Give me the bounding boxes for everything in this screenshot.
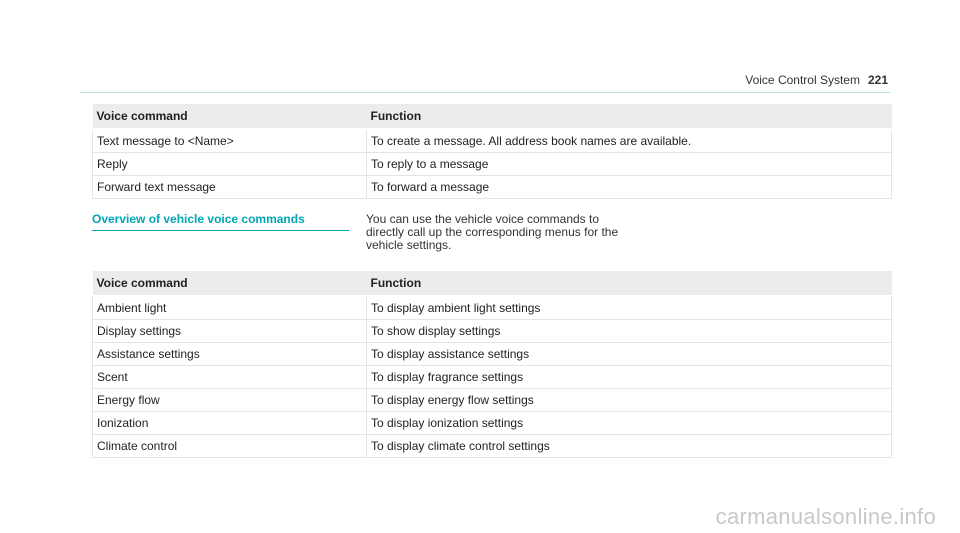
function-cell: To display assistance settings <box>367 343 892 366</box>
function-cell: To forward a message <box>367 176 892 199</box>
messaging-commands-table <box>92 104 892 199</box>
header-rule <box>80 92 890 93</box>
function-cell: To display fragrance settings <box>367 366 892 389</box>
table-row <box>93 389 892 412</box>
running-head <box>745 73 888 87</box>
column-header-function: Function <box>367 104 892 129</box>
table-row <box>93 129 892 153</box>
voice-command-cell: Scent <box>93 366 367 389</box>
function-cell: To display ambient light settings <box>367 296 892 320</box>
table-row <box>93 412 892 435</box>
column-header-voice-command: Voice command <box>93 104 367 129</box>
vehicle-commands-table <box>92 271 892 458</box>
section-name: Voice Control System <box>745 73 860 87</box>
function-cell: To reply to a message <box>367 153 892 176</box>
function-cell: To display energy flow settings <box>367 389 892 412</box>
voice-command-cell: Climate control <box>93 435 367 458</box>
voice-command-cell: Ionization <box>93 412 367 435</box>
table-row <box>93 435 892 458</box>
function-cell: To display ionization settings <box>367 412 892 435</box>
table-header-row <box>93 271 892 296</box>
voice-command-cell: Assistance settings <box>93 343 367 366</box>
voice-command-cell: Text message to <Name> <box>93 129 367 153</box>
function-cell: To create a message. All address book names are available. <box>367 129 892 153</box>
section-title: Overview of vehicle voice commands <box>92 212 349 231</box>
voice-command-cell: Ambient light <box>93 296 367 320</box>
voice-command-cell: Display settings <box>93 320 367 343</box>
voice-command-cell: Reply <box>93 153 367 176</box>
table-row <box>93 153 892 176</box>
column-header-function: Function <box>367 271 892 296</box>
table-row <box>93 366 892 389</box>
function-cell: To show display settings <box>367 320 892 343</box>
page-number: 221 <box>867 73 888 87</box>
table-row <box>93 176 892 199</box>
table-row <box>93 320 892 343</box>
table-row <box>93 343 892 366</box>
voice-command-cell: Forward text message <box>93 176 367 199</box>
table-header-row <box>93 104 892 129</box>
table-row <box>93 296 892 320</box>
column-header-voice-command: Voice command <box>93 271 367 296</box>
section-body: You can use the vehicle voice commands to directly call up the corresponding menus for the vehicle settings. <box>366 212 619 252</box>
watermark: carmanualsonline.info <box>715 504 936 529</box>
function-cell: To display climate control settings <box>367 435 892 458</box>
voice-command-cell: Energy flow <box>93 389 367 412</box>
